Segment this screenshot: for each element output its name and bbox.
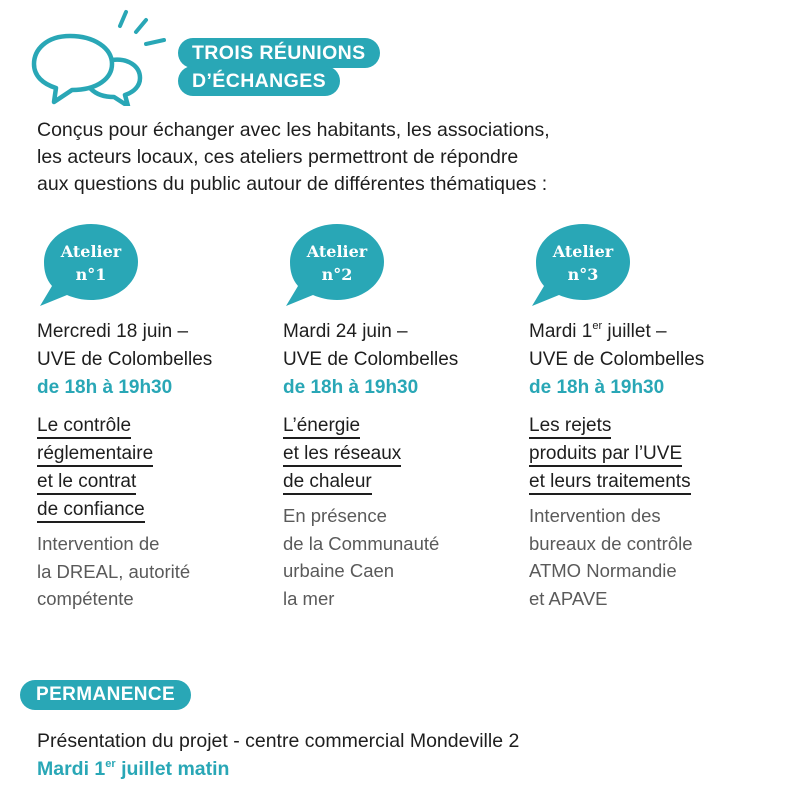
topic-line: L’énergie <box>283 415 360 439</box>
atelier-2-badge <box>282 220 392 310</box>
topic-line: de confiance <box>37 499 145 523</box>
date-suffix: juillet – <box>602 321 667 342</box>
atelier-3-badge <box>528 220 638 310</box>
description-line: et APAVE <box>529 587 608 609</box>
atelier-description <box>37 530 277 613</box>
atelier-topic <box>283 412 523 496</box>
description-line: ATMO Normandie <box>529 560 677 581</box>
description-line: Intervention des <box>529 505 661 526</box>
intro-paragraph <box>37 117 757 198</box>
atelier-date: Mercredi 18 juin – <box>37 321 189 342</box>
description-line: compétente <box>37 588 134 609</box>
description-line: la DREAL, autorité <box>37 560 191 582</box>
description-line: la mer <box>283 587 335 609</box>
atelier-time: de 18h à 19h30 <box>37 377 173 398</box>
date-ordinal: er <box>105 758 116 770</box>
title-line-2: D’ÉCHANGES <box>178 66 340 96</box>
description-line: de la Communauté <box>283 532 440 554</box>
atelier-3-badge-line-1: Atelier <box>552 242 614 261</box>
intro-line: aux questions du public autour de différentes thématiques : <box>37 173 548 195</box>
description-line: urbaine Caen <box>283 560 395 581</box>
topic-line: et leurs traitements <box>529 471 691 495</box>
description-line: Intervention de <box>37 533 160 554</box>
atelier-time: de 18h à 19h30 <box>283 377 419 398</box>
permanence-text: Présentation du projet - centre commercial Mondeville 2 <box>37 730 520 752</box>
atelier-1-badge-line-2: n°1 <box>75 265 107 284</box>
atelier-time: de 18h à 19h30 <box>529 377 665 398</box>
topic-line: et les réseaux <box>283 443 401 467</box>
topic-line: produits par l’UVE <box>529 443 682 467</box>
topic-line: et le contrat <box>37 471 136 495</box>
atelier-2-badge-line-2: n°2 <box>321 265 353 284</box>
atelier-description <box>529 502 769 612</box>
topic-line: Le contrôle <box>37 415 131 439</box>
atelier-place: UVE de Colombelles <box>37 349 213 370</box>
date-suffix: juillet matin <box>115 758 230 780</box>
atelier-place: UVE de Colombelles <box>283 349 459 370</box>
permanence-date <box>37 755 229 783</box>
atelier-date: Mardi 24 juin – <box>283 321 408 342</box>
atelier-topic <box>529 412 769 496</box>
atelier-description <box>283 502 523 612</box>
title-line-1: TROIS RÉUNIONS <box>178 38 380 68</box>
description-line: En présence <box>283 505 387 526</box>
intro-line: Conçus pour échanger avec les habitants, les associations, <box>37 119 550 141</box>
atelier-place: UVE de Colombelles <box>529 349 705 370</box>
atelier-1-badge <box>36 220 146 310</box>
date-prefix: Mardi 1 <box>37 758 106 780</box>
intro-line: les acteurs locaux, ces ateliers permettront de répondre <box>37 146 519 168</box>
atelier-3-badge-line-2: n°3 <box>567 265 599 284</box>
atelier-1-column <box>37 318 277 613</box>
topic-line: de chaleur <box>283 471 372 495</box>
atelier-date <box>529 318 769 346</box>
description-line: bureaux de contrôle <box>529 532 693 554</box>
atelier-1-badge-line-1: Atelier <box>60 242 122 261</box>
atelier-3-column <box>529 318 769 612</box>
atelier-2-column <box>283 318 523 612</box>
topic-line: réglementaire <box>37 443 153 467</box>
topic-line: Les rejets <box>529 415 611 439</box>
date-prefix: Mardi 1 <box>529 321 593 342</box>
atelier-topic <box>37 412 277 524</box>
speech-bubbles-icon <box>28 6 178 106</box>
permanence-label: PERMANENCE <box>20 680 191 710</box>
atelier-2-badge-line-1: Atelier <box>306 242 368 261</box>
date-ordinal: er <box>592 320 603 332</box>
